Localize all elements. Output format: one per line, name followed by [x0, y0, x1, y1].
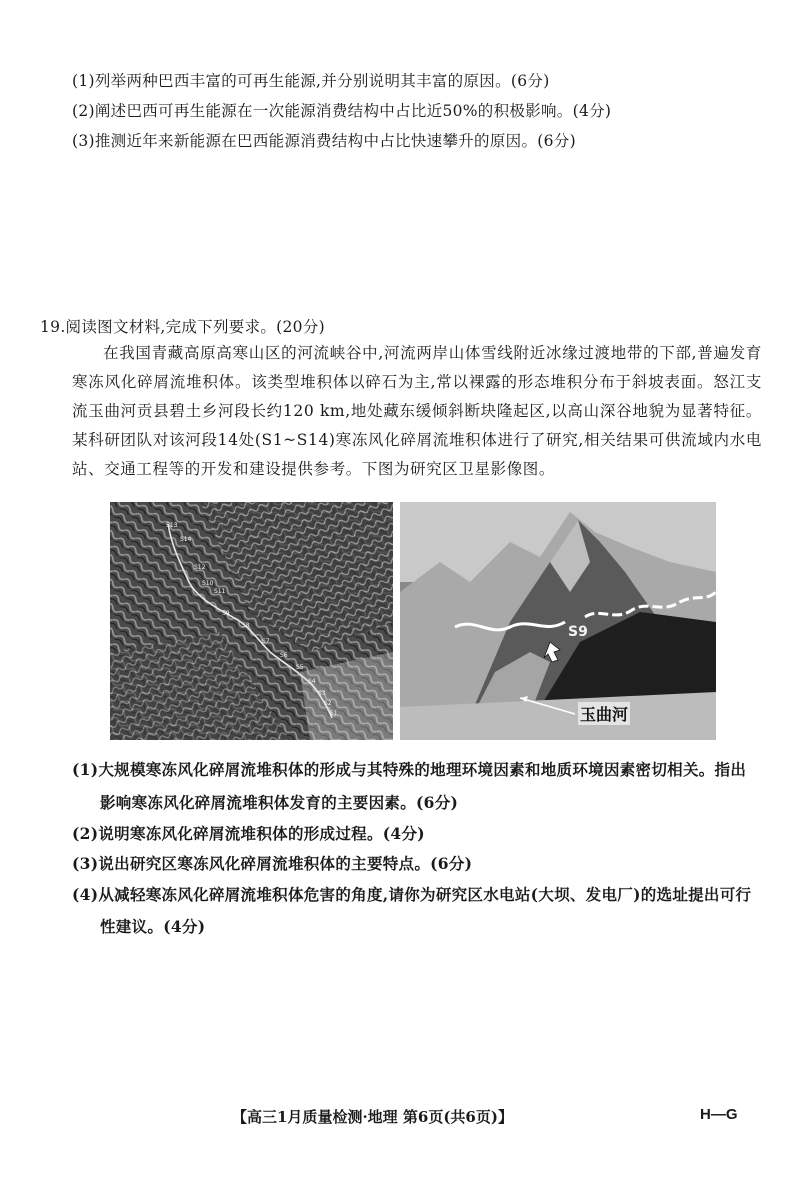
question-19-1-line2: 影响寒冻风化碎屑流堆积体发育的主要因素。(6分)	[100, 793, 459, 812]
map-label-s2: S2	[324, 700, 332, 707]
map-label-s9: S9	[222, 610, 230, 617]
map-label-s3: S3	[318, 690, 326, 697]
map-label-s12: S12	[194, 564, 206, 571]
question-18-2: (2)阐述巴西可再生能源在一次能源消费结构中占比近50%的积极影响。(4分)	[72, 102, 612, 120]
question-19-1-line1: (1)大规模寒冻风化碎屑流堆积体的形成与其特殊的地理环境因素和地质环境因素密切相关。指出	[72, 760, 747, 779]
question-19-2: (2)说明寒冻风化碎屑流堆积体的形成过程。(4分)	[72, 824, 425, 843]
question-19-material: 在我国青藏高原高寒山区的河流峡谷中,河流两岸山体雪线附近冰缘过渡地带的下部,普遍发育寒冻风化碎屑流堆积体。该类型堆积体以碎石为主,常以裸露的形态堆积分布于斜坡表面。怒江支流玉曲河贡县碧土乡河段长约120 km,地处藏东缓倾斜断块隆起区,以高山深谷地貌为显著特征。某科研团队对该河段14处(S1~S14)寒冻风化碎屑流堆积体进行了研究,相关结果可供流域内水电站、交通工程等的开发和建设提供参考。下图为研究区卫星影像图。	[72, 344, 762, 478]
question-18-3: (3)推测近年来新能源在巴西能源消费结构中占比快速攀升的原因。(6分)	[72, 132, 576, 150]
map-label-s4: S4	[308, 678, 316, 685]
map-label-s13: S13	[166, 522, 178, 529]
map-label-s5: S5	[296, 664, 304, 671]
map-label-s7: S7	[262, 638, 270, 645]
map-label-s14: S14	[180, 536, 192, 543]
map-label-s1: S1	[330, 710, 338, 717]
page-footer: 【高三1月质量检测·地理 第6页(共6页)】	[232, 1108, 513, 1126]
question-18-1: (1)列举两种巴西丰富的可再生能源,并分别说明其丰富的原因。(6分)	[72, 72, 550, 90]
map-label-s6: S6	[280, 652, 288, 659]
field-photo	[400, 502, 716, 740]
photo-s9-label: S9	[568, 624, 588, 640]
satellite-figure	[110, 502, 716, 740]
map-label-s8: S8	[242, 622, 250, 629]
paper-code: H—G	[700, 1106, 738, 1123]
question-19-4-line1: (4)从减轻寒冻风化碎屑流堆积体危害的角度,请你为研究区水电站(大坝、发电厂)的选址提出可行	[72, 885, 752, 904]
question-19-3: (3)说出研究区寒冻风化碎屑流堆积体的主要特点。(6分)	[72, 854, 473, 873]
question-19-4-line2: 性建议。(4分)	[100, 917, 206, 936]
satellite-image	[110, 502, 393, 740]
map-label-s10: S10	[202, 580, 214, 587]
question-19-title: 19.阅读图文材料,完成下列要求。(20分)	[40, 318, 325, 336]
map-label-s11: S11	[214, 588, 226, 595]
river-label: 玉曲河	[578, 702, 630, 725]
